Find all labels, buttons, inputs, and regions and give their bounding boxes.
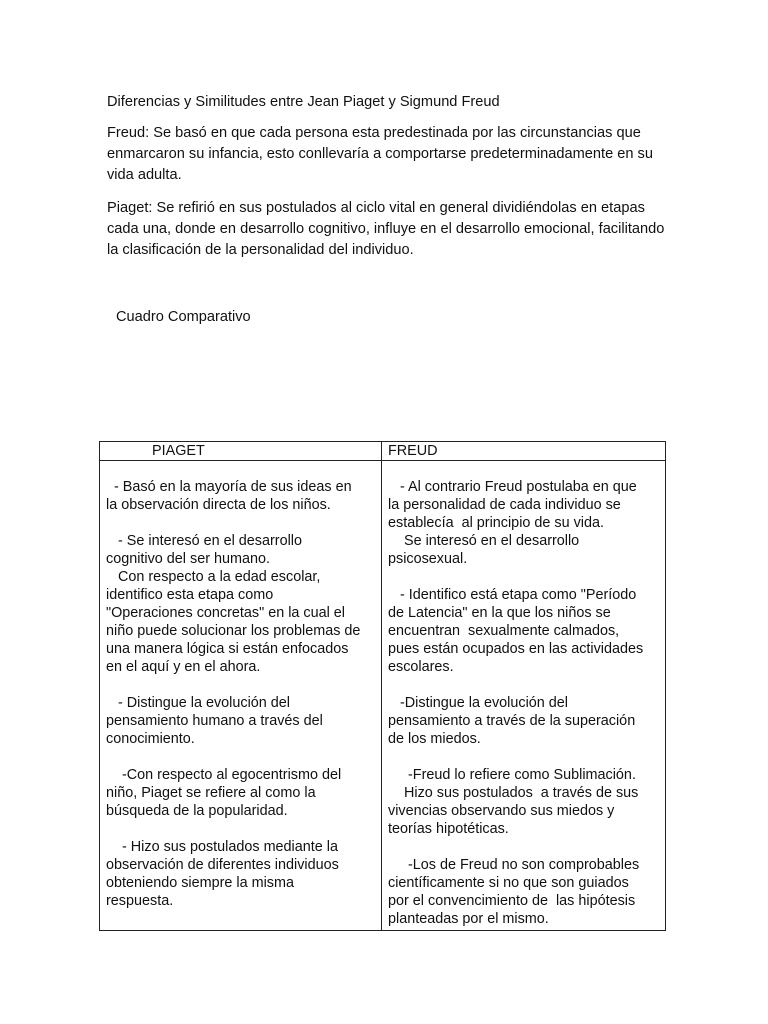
cell-line	[106, 748, 375, 766]
piaget-paragraph: Piaget: Se refirió en sus postulados al ciclo vital en general dividiéndolas en etapas cada una, donde en desarrollo cognitivo, influye en el desarrollo emocional, facilitando la clasificación de la personalidad del individuo.	[107, 200, 665, 258]
freud-paragraph: Freud: Se basó en que cada persona esta predestinada por las circunstancias que enmarcaron su infancia, esto conllevaría a comportarse predeterminadamente en su vida adulta.	[107, 125, 653, 183]
cell-line: una manera lógica si están enfocados	[106, 641, 349, 657]
cell-line: - Hizo sus postulados mediante la	[106, 839, 338, 855]
cell-line: de los miedos.	[388, 731, 481, 747]
cell-line: conocimiento.	[106, 731, 195, 747]
cell-line: vivencias observando sus miedos y	[388, 803, 615, 819]
cell-line	[106, 514, 375, 532]
cell-line: "Operaciones concretas" en la cual el	[106, 605, 345, 621]
cell-line: obteniendo siempre la misma	[106, 875, 294, 891]
cell-line: por el convencimiento de las hipótesis	[388, 893, 636, 909]
cell-line: -Freud lo refiere como Sublimación.	[388, 767, 636, 783]
cell-line: - Se interesó en el desarrollo	[106, 533, 302, 549]
cell-line: - Al contrario Freud postulaba en que	[388, 479, 637, 495]
cuadro-comparativo-title: Cuadro Comparativo	[116, 309, 251, 325]
cell-line: escolares.	[388, 659, 454, 675]
document-title: Diferencias y Similitudes entre Jean Piaget y Sigmund Freud	[107, 94, 500, 110]
cell-line: - Identifico está etapa como "Período	[388, 587, 637, 603]
cell-line: -Con respecto al egocentrismo del	[106, 767, 342, 783]
cell-line: científicamente si no que son guiados	[388, 875, 629, 891]
cell-line	[388, 676, 659, 694]
cell-line: cognitivo del ser humano.	[106, 551, 270, 567]
cell-line: identifico esta etapa como	[106, 587, 274, 603]
cell-line: Con respecto a la edad escolar,	[106, 569, 321, 585]
cell-line: psicosexual.	[388, 551, 468, 567]
cell-line: pensamiento humano a través del	[106, 713, 323, 729]
cell-line: -Distingue la evolución del	[388, 695, 568, 711]
cell-line: observación de diferentes individuos	[106, 857, 339, 873]
cell-line: Hizo sus postulados a través de sus	[388, 785, 639, 801]
cell-line: -Los de Freud no son comprobables	[388, 857, 640, 873]
cell-line	[388, 748, 659, 766]
cell-line: la personalidad de cada individuo se	[388, 497, 621, 513]
comparison-table	[99, 441, 666, 931]
cell-line: - Distingue la evolución del	[106, 695, 290, 711]
freud-cell	[382, 461, 666, 931]
cell-line: planteadas por el mismo.	[388, 911, 549, 927]
cell-line: la observación directa de los niños.	[106, 497, 331, 513]
cell-line	[106, 820, 375, 838]
cell-line	[106, 676, 375, 694]
cell-line: - Basó en la mayoría de sus ideas en	[106, 479, 352, 495]
cell-line: teorías hipotéticas.	[388, 821, 509, 837]
cell-line: de Latencia" en la que los niños se	[388, 605, 611, 621]
cell-line: búsqueda de la popularidad.	[106, 803, 288, 819]
header-piaget: PIAGET	[100, 442, 382, 461]
cell-line: pensamiento a través de la superación	[388, 713, 636, 729]
cell-line: encuentran sexualmente calmados,	[388, 623, 620, 639]
cell-line	[388, 568, 659, 586]
cell-line	[388, 838, 659, 856]
cell-line: Se interesó en el desarrollo	[388, 533, 580, 549]
cell-line: pues están ocupados en las actividades	[388, 641, 644, 657]
cell-line: niño puede solucionar los problemas de	[106, 623, 361, 639]
cell-line: establecía al principio de su vida.	[388, 515, 604, 531]
cell-line: niño, Piaget se refiere al como la	[106, 785, 316, 801]
cell-line: respuesta.	[106, 893, 174, 909]
table-body-row	[100, 461, 666, 931]
table-header-row	[100, 442, 666, 461]
piaget-cell	[100, 461, 382, 931]
cell-line: en el aquí y en el ahora.	[106, 659, 261, 675]
header-freud: FREUD	[382, 442, 666, 461]
